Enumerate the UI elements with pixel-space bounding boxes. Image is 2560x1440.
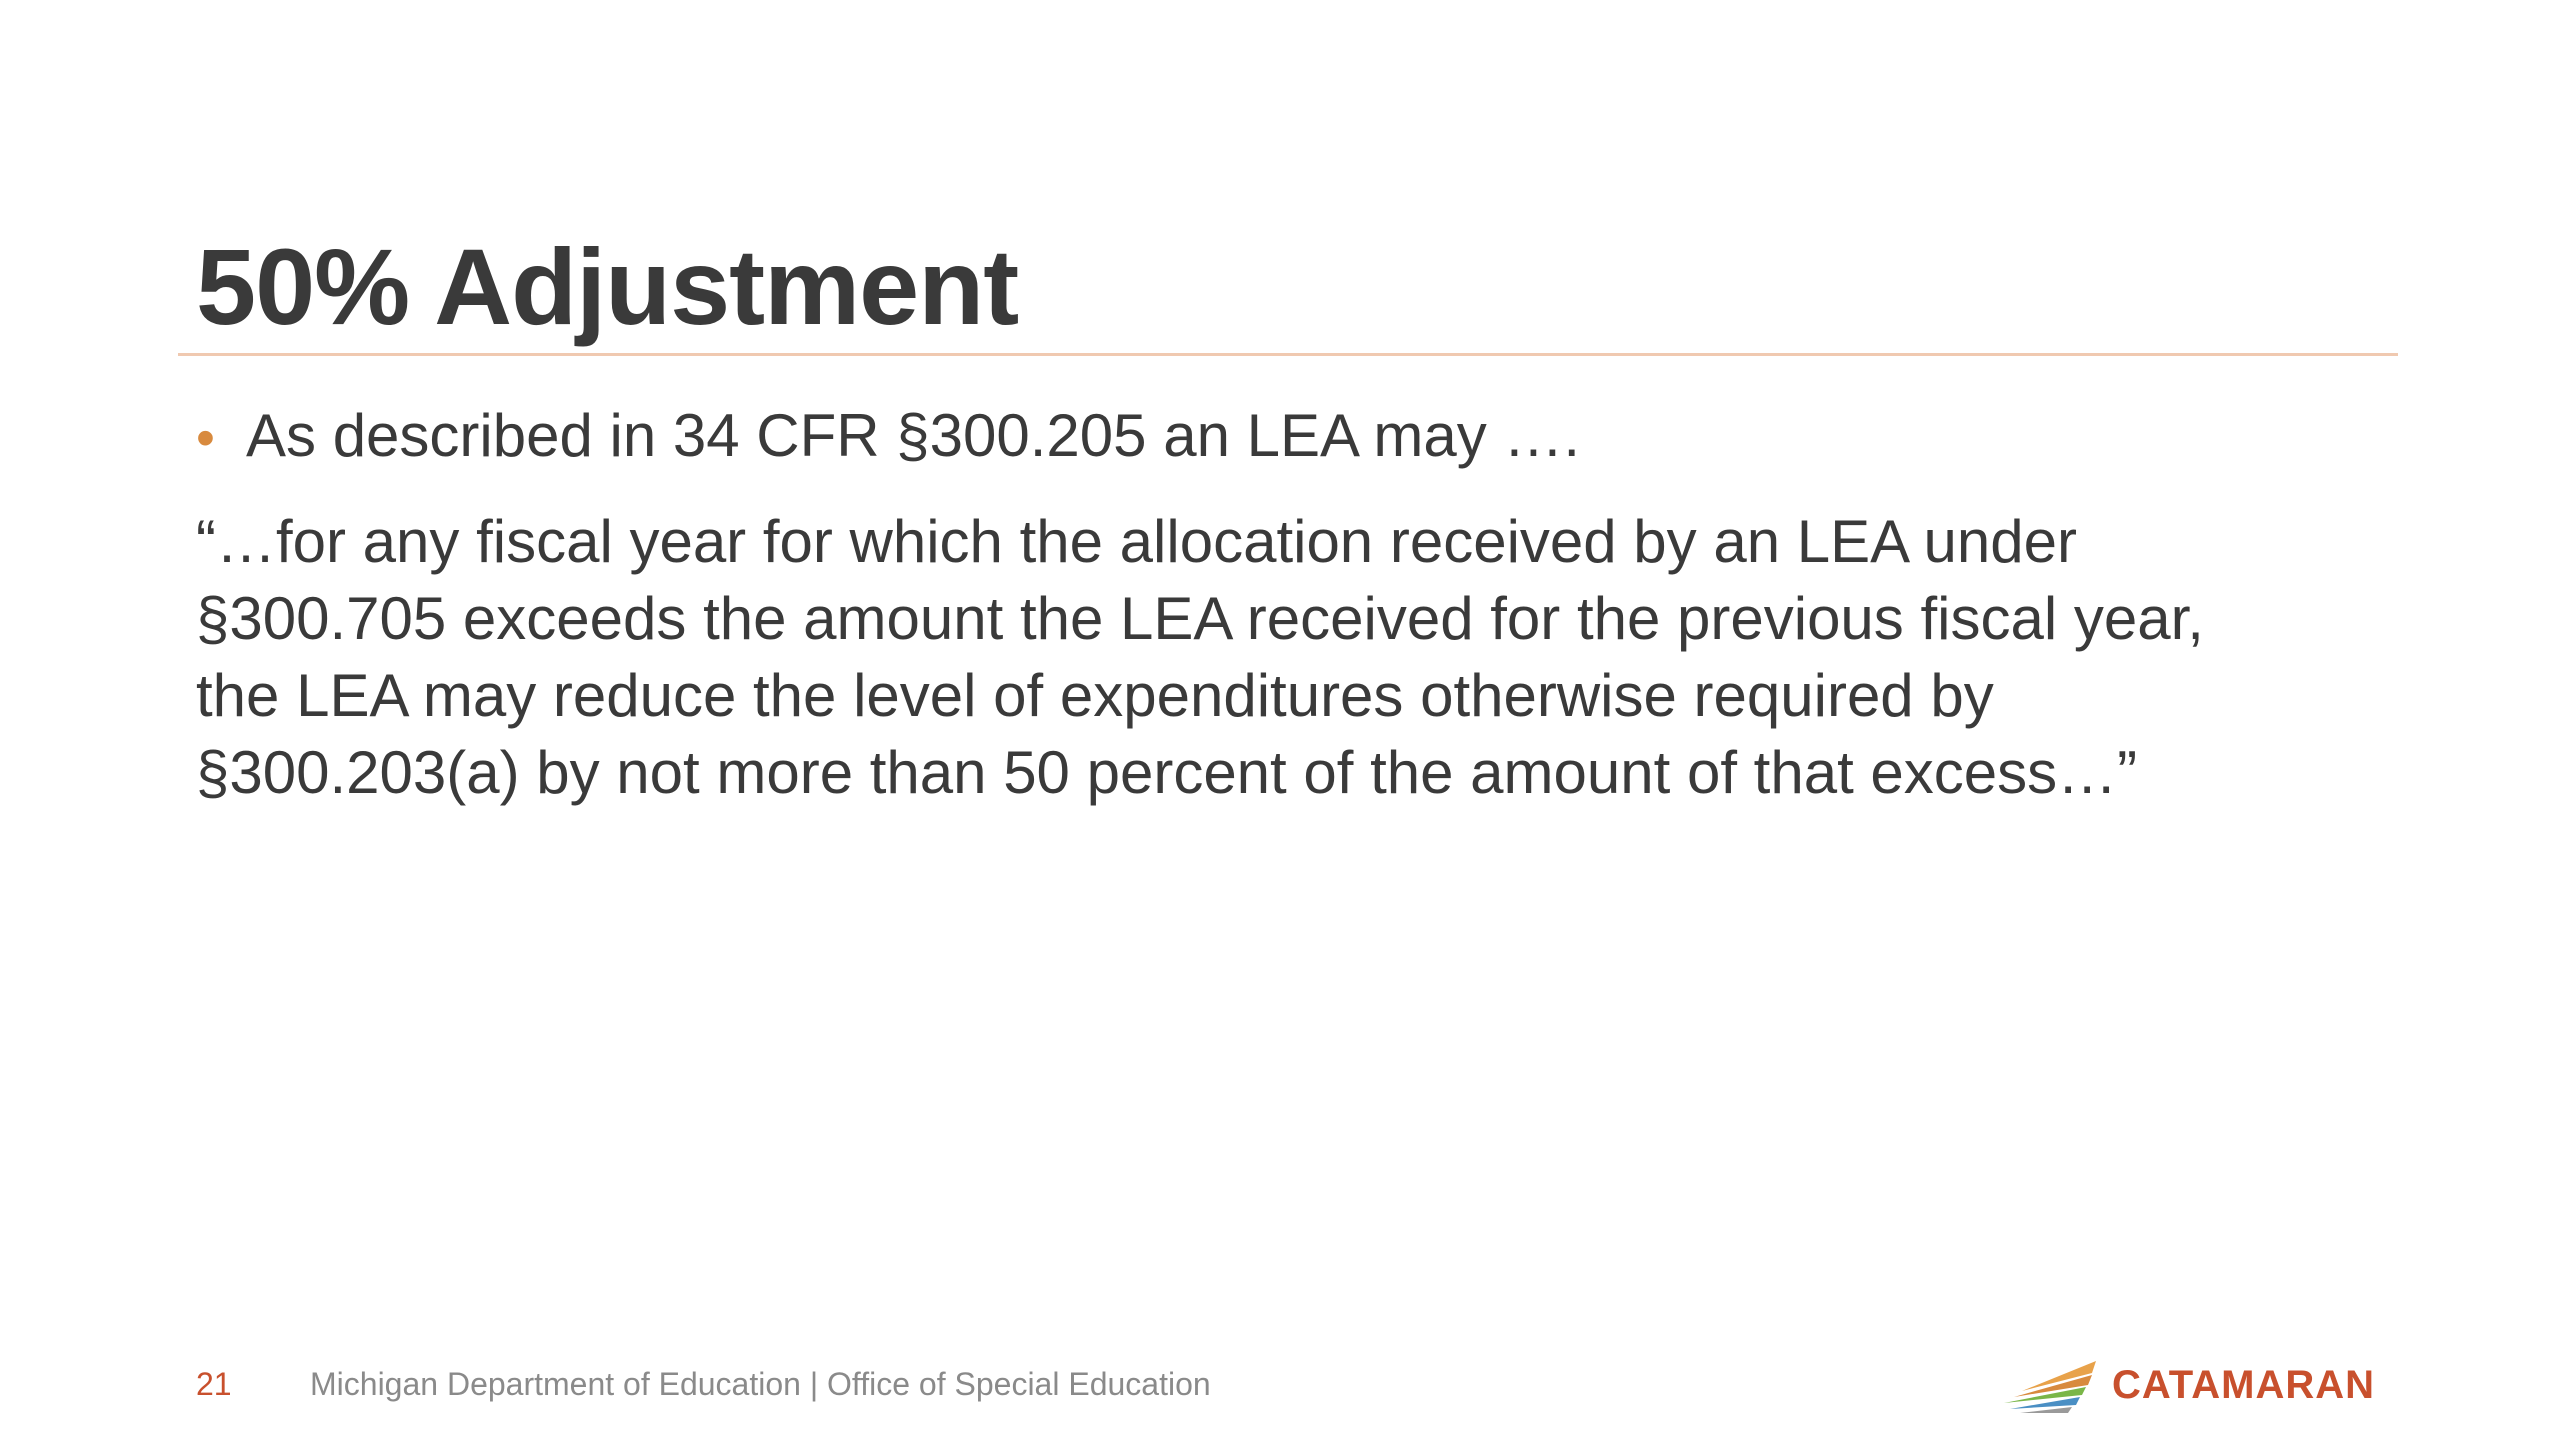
footer-text: Michigan Department of Education | Office of Special Education — [310, 1366, 1211, 1402]
quote-block — [196, 503, 2396, 811]
quote-line: “…for any fiscal year for which the allocation received by an LEA under — [196, 508, 2077, 575]
slide-title: 50% Adjustment — [196, 226, 1019, 347]
logo-text: CATAMARAN — [2112, 1362, 2376, 1407]
bullet-dot-icon: • — [196, 408, 215, 468]
catamaran-sail-icon — [2000, 1353, 2100, 1417]
quote-line: §300.203(a) by not more than 50 percent of the amount of that excess…” — [196, 739, 2138, 806]
bullet-item — [196, 400, 1580, 472]
catamaran-logo — [2000, 1350, 2400, 1420]
quote-line: §300.705 exceeds the amount the LEA received for the previous fiscal year, — [196, 585, 2204, 652]
bullet-text: As described in 34 CFR §300.205 an LEA may …. — [246, 402, 1581, 469]
quote-line: the LEA may reduce the level of expenditures otherwise required by — [196, 662, 1994, 729]
page-number: 21 — [196, 1366, 232, 1402]
title-divider — [178, 353, 2398, 356]
